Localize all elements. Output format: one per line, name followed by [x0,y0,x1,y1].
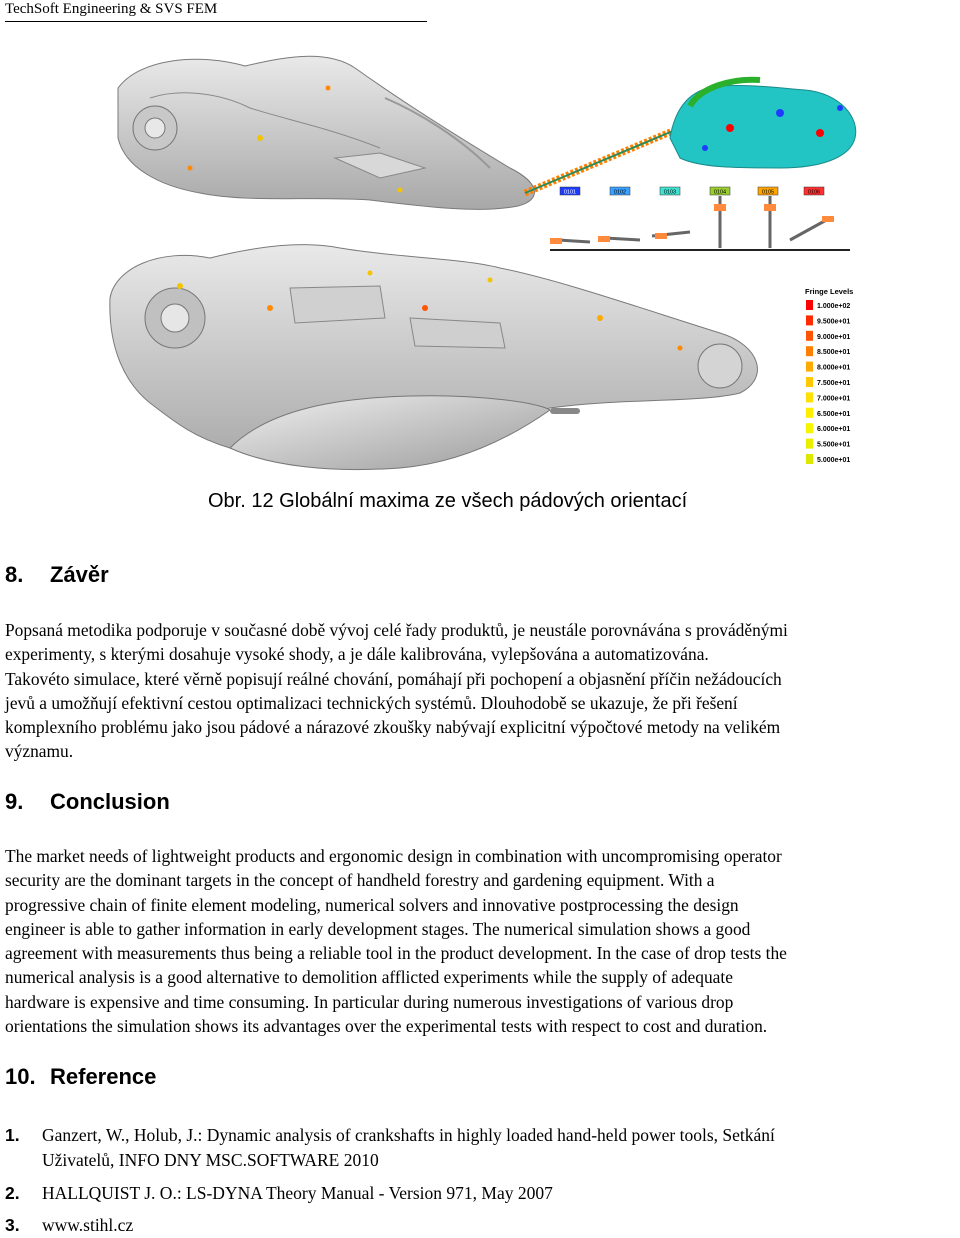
legend-level-label: 6.000e+01 [817,426,851,434]
paragraph-line: jevů a umožňují efektivní cestou optimalizaci technických systémů. Dlouhodobě se ukazuje, že při řešení [5,692,738,713]
legend-swatch [806,377,813,387]
legend-swatch [806,454,813,464]
fem-figure-graphic [80,18,880,473]
paragraph-line: komplexního problému jako jsou pádové a nárazové zkoušky nabývají explicitní výpočtové metody na velikém [5,717,781,738]
reference-text: Ganzert, W., Holub, J.: Dynamic analysis of crankshafts in highly loaded hand-held power tools, Setkání [42,1125,775,1145]
reference-text: HALLQUIST J. O.: LS-DYNA Theory Manual - Version 971, May 2007 [42,1183,553,1203]
paragraph-line: hardware is expensive and time consuming. In particular during numerous investigations of various drop [5,991,734,1012]
hedge-trimmer-inset [525,80,856,193]
section-heading-conclusion [5,789,170,815]
legend-level-label: 9.000e+01 [817,333,851,341]
reference-item [5,1213,955,1238]
legend-level-label: 8.000e+01 [817,364,851,372]
reference-item [5,1123,955,1173]
paragraph-line: orientations the simulation shows its advantages over the experimental tests with respect to cost and duration. [5,1016,768,1037]
reference-number: 3. [5,1215,20,1235]
reference-number: 1. [5,1125,20,1145]
legend-level-label: 1.000e+02 [817,303,851,310]
legend-level-label: 8.500e+01 [817,349,851,357]
fringe-legend [805,287,853,464]
upper-housing-shell [118,56,534,209]
paragraph-line: security are the dominant targets in the concept of handheld forestry and gardening equipment. With a [5,870,715,891]
figure-caption: Obr. 12 Globální maxima ze všech pádových orientací [208,490,688,512]
legend-level-label: 7.000e+01 [817,395,851,403]
section-heading-zaver [5,562,109,588]
inset-label-0103: 0103 [663,189,677,196]
paragraph-line: numerical analysis is a good alternative to demolition afflicted experiments while the supply of adequate [5,967,733,988]
paragraph-line: engineer is able to gather information in early development stages. The numerical simulation shows a good [5,918,751,939]
fem-figure [80,18,880,473]
section-title: Reference [50,1064,157,1089]
legend-swatch [806,315,813,325]
section-number: 8. [5,562,24,587]
legend-swatch [806,439,813,449]
paragraph-line: Popsaná metodika podporuje v současné době vývoj celé řady produktů, je neustále porovnávána s prováděnými [5,620,788,640]
paragraph-line: progressive chain of finite element modeling, numerical solvers and innovative postprocessing the design [5,894,739,915]
legend-swatch [806,346,813,356]
paragraph-line: Takovéto simulace, které věrně popisují reálné chování, pomáhají při pochopení a objasnění příčin nežádoucích [5,668,782,689]
reference-item [5,1181,955,1206]
inset-label-0106: 0106 [807,189,821,196]
section-number: 9. [5,789,24,814]
drop-orientation-row [550,187,850,250]
legend-level-label: 9.500e+01 [817,318,851,326]
paragraph-line: agreement with measurements thus being a reliable tool in the product development. In the case of drop tests the [5,943,787,964]
legend-swatch [806,392,813,402]
paragraph-line: experimenty, s kterými dosahuje vysoké shody, a je dále kalibrována, vylepšována a automatizována. [5,644,709,665]
inset-label-0105: 0105 [761,189,775,196]
legend-level-label: 7.500e+01 [817,380,851,387]
inset-label-0104: 0104 [713,189,727,196]
inset-label-0101: 0101 [563,189,577,196]
section-title: Závěr [50,562,109,587]
paragraph-line: The market needs of lightweight products and ergonomic design in combination with uncompromising operator [5,846,782,866]
paragraph-line: významu. [5,741,74,762]
section-title: Conclusion [50,789,170,814]
paragraph-conclusion [5,844,957,1038]
reference-text-continued: Uživatelů, INFO DNY MSC.SOFTWARE 2010 [42,1150,379,1170]
legend-swatch [806,331,813,341]
legend-swatch [806,423,813,433]
legend-title: Fringe Levels [805,287,854,296]
header-text: TechSoft Engineering & SVS FEM [5,1,218,17]
legend-level-label: 5.000e+01 [817,457,851,464]
inset-label-0102: 0102 [613,189,627,196]
paragraph-zaver [5,618,957,764]
legend-level-label: 5.500e+01 [817,441,851,449]
legend-level-label: 6.500e+01 [817,410,851,418]
section-heading-reference [5,1064,156,1090]
legend-swatch [806,362,813,372]
lower-housing-shell [110,245,758,470]
reference-number: 2. [5,1183,20,1203]
section-number: 10. [5,1064,36,1089]
legend-swatch [806,300,813,310]
legend-swatch [806,408,813,418]
reference-link[interactable]: www.stihl.cz [42,1215,134,1235]
